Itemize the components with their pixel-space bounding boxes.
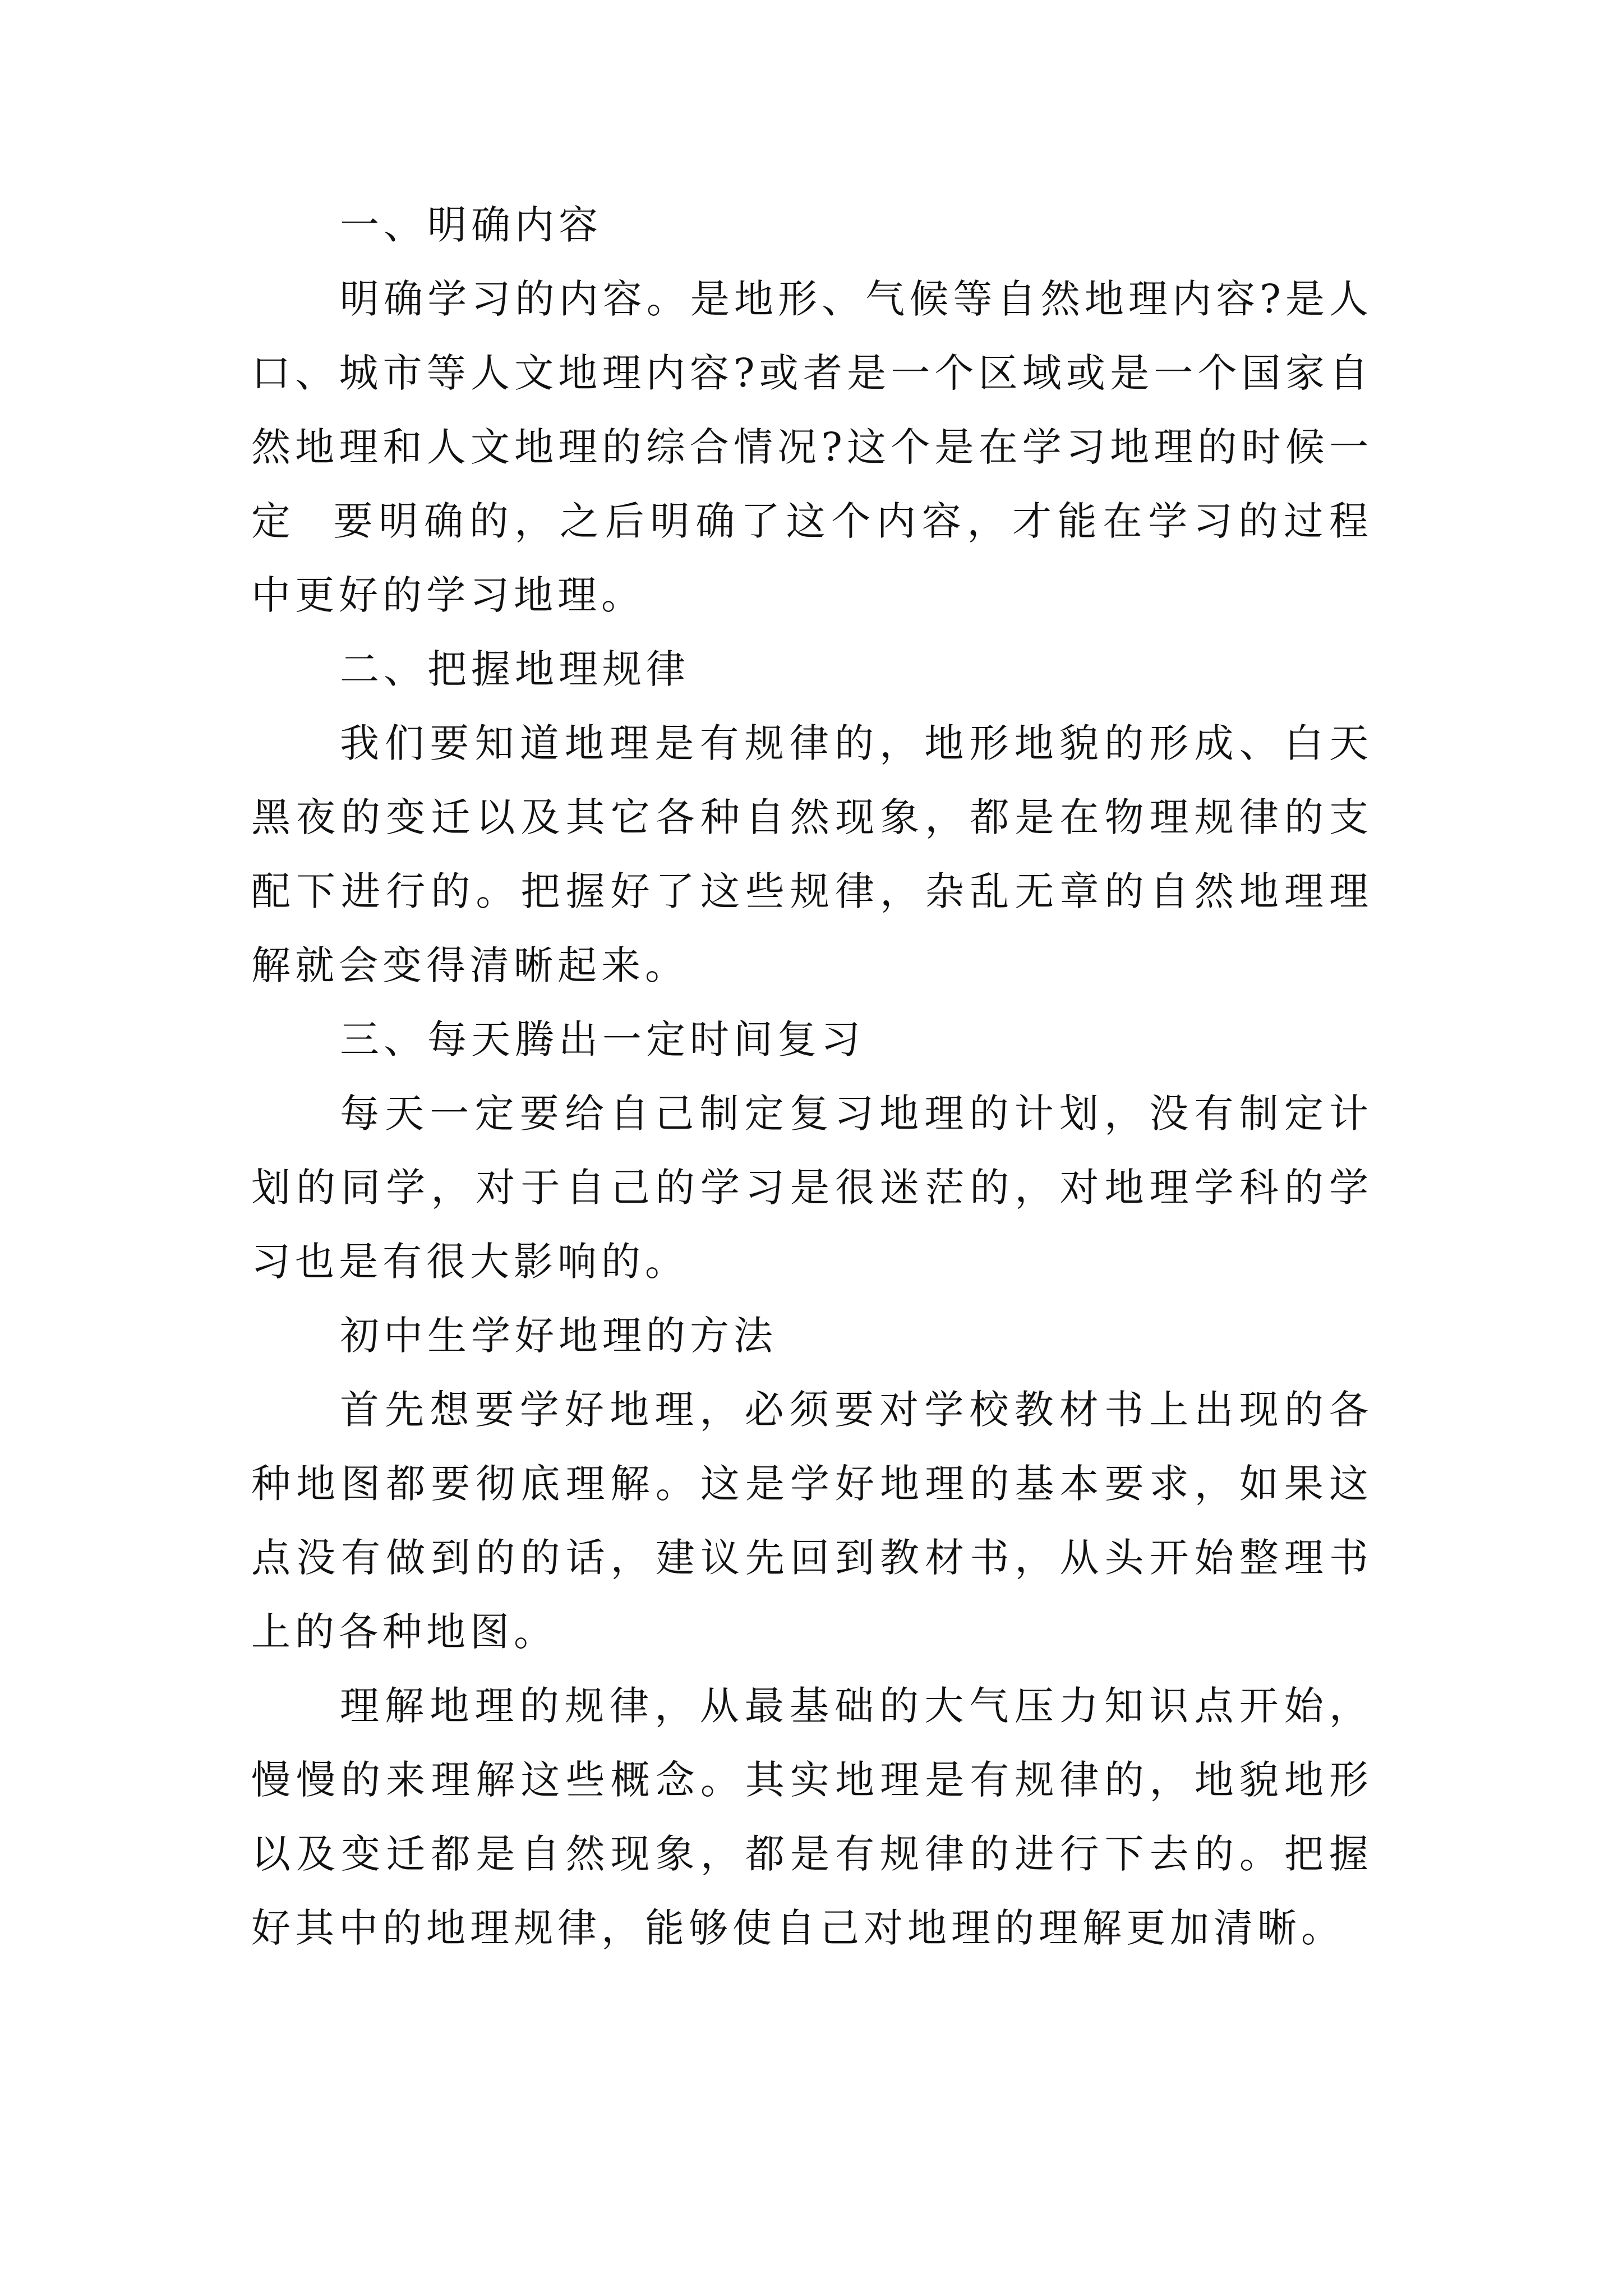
heading-daily-review: 三、每天腾出一定时间复习 [340,1016,865,1062]
paragraph-study-maps: 首先想要学好地理，必须要对学校教材书上出现的各种地图都要彻底理解。这是学好地理的基本要求，如果这点没有做到的的话，建议先回到教材书，从头开始整理书上的各种地图。 [251,1387,1373,1655]
heading-grasp-rules: 二、把握地理规律 [340,646,690,692]
paragraph-clarify-content: 明确学习的内容。是地形、气候等自然地理内容?是人口、城市等人文地理内容?或者是一个区域或是一个国家自然地理和人文地理的综合情况?这个是在学习地理的时候一定 要明确的，之后明确了这个内容，才能在学习的过程中更好的学习地理。 [251,276,1373,618]
heading-study-methods: 初中生学好地理的方法 [340,1313,777,1359]
paragraph-understand-rules: 理解地理的规律，从最基础的大气压力知识点开始，慢慢的来理解这些概念。其实地理是有规律的，地貌地形以及变迁都是自然现象，都是有规律的进行下去的。把握好其中的地理规律，能够使自己对地理的理解更加清晰。 [251,1683,1373,1951]
paragraph-daily-review: 每天一定要给自己制定复习地理的计划，没有制定计划的同学，对于自己的学习是很迷茫的，对地理学科的学习也是有很大影响的。 [251,1091,1373,1285]
heading-clarify-content: 一、明确内容 [340,202,602,248]
document-page [251,188,1373,1965]
paragraph-grasp-rules: 我们要知道地理是有规律的，地形地貌的形成、白天黑夜的变迁以及其它各种自然现象，都是在物理规律的支配下进行的。把握好了这些规律，杂乱无章的自然地理理解就会变得清晰起来。 [251,720,1373,988]
